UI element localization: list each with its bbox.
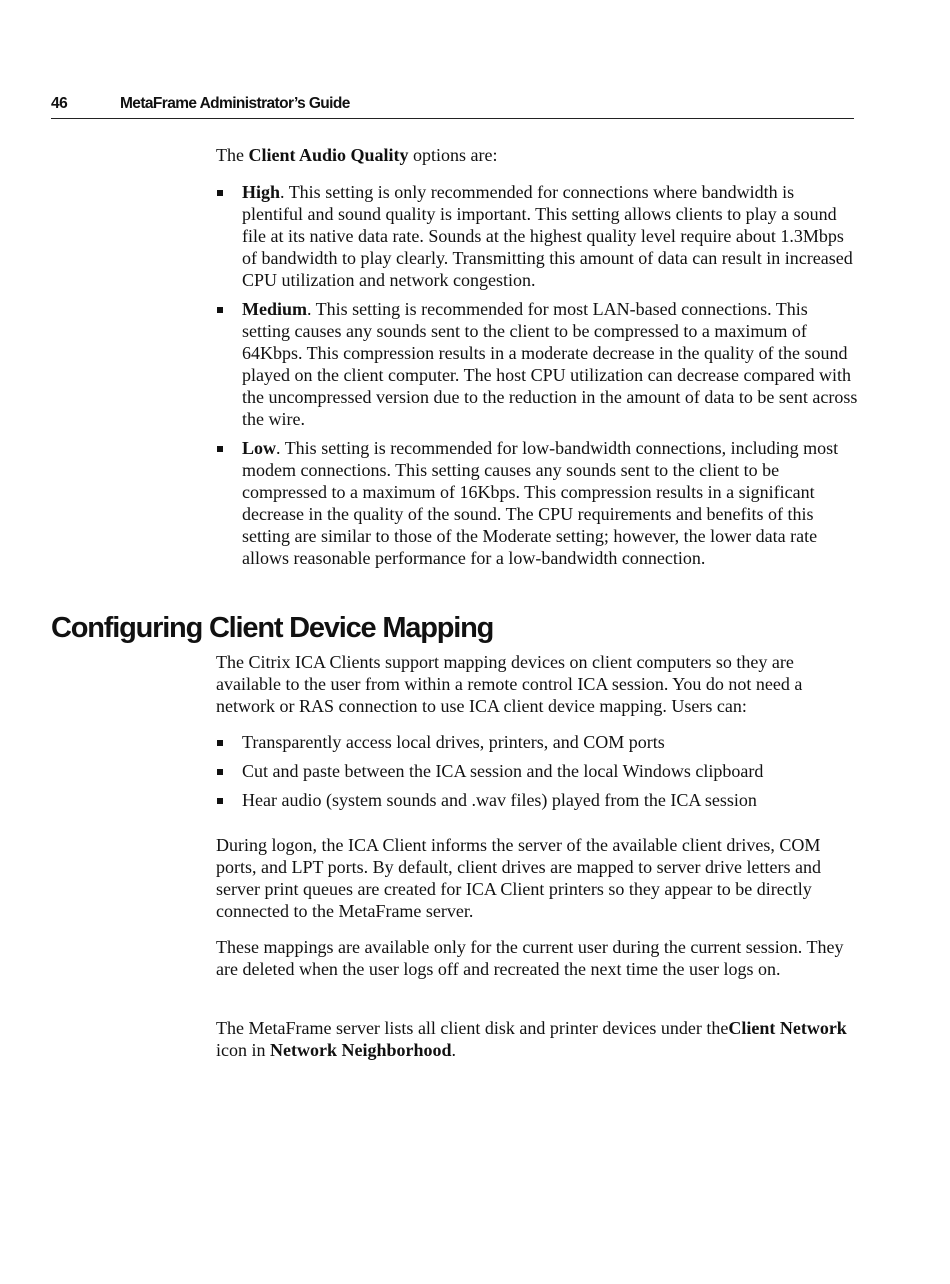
audio-option-medium: [216, 298, 858, 430]
option-term: High: [242, 182, 281, 202]
mappings-paragraph: These mappings are available only for the current user during the current session. They are deleted when the user logs off and recreated the next time the user logs on.: [216, 937, 844, 979]
guide-title: MetaFrame Administrator’s Guide: [120, 95, 350, 112]
network-neighborhood-term: Network Neighborhood: [270, 1040, 452, 1060]
final-suffix: .: [451, 1040, 457, 1060]
audio-intro-suffix: options are:: [408, 145, 498, 165]
client-network-paragraph: [216, 1017, 858, 1061]
audio-quality-list: [216, 181, 858, 569]
list-item: Transparently access local drives, printers, and COM ports: [216, 731, 858, 753]
device-mapping-intro: The Citrix ICA Clients support mapping devices on client computers so they are available to the user from within a remote control ICA session. You do not need a network or RAS connection to use ICA client device mapping. Users can:: [216, 652, 803, 716]
option-description: . This setting is only recommended for connections where bandwidth is plentiful and sound quality is important. This setting allows clients to play a sound file at its native data rate. Sounds at the highest quality level require about 1.3Mbps of bandwidth to play clearly. Transmitting this amount of data can result in increased CPU utilization and network congestion.: [242, 182, 853, 290]
client-network-term: Client Network: [728, 1018, 847, 1038]
section-heading: Configuring Client Device Mapping: [51, 612, 494, 644]
list-item: Cut and paste between the ICA session and the local Windows clipboard: [216, 760, 858, 782]
logon-paragraph: During logon, the ICA Client informs the server of the available client drives, COM ports, and LPT ports. By default, client drives are mapped to server drive letters and server print queues are created for ICA Client printers so they appear to be directly connected to the MetaFrame server.: [216, 835, 821, 921]
audio-option-high: [216, 181, 858, 291]
list-item: Hear audio (system sounds and .wav files) played from the ICA session: [216, 789, 858, 811]
audio-quality-intro: [216, 144, 858, 166]
device-abilities-list: [216, 731, 858, 811]
option-term: Low: [242, 438, 277, 458]
final-middle: icon in: [216, 1040, 270, 1060]
audio-intro-prefix: The: [216, 145, 249, 165]
audio-option-low: [216, 437, 858, 569]
page-header: [51, 94, 854, 119]
option-term: Medium: [242, 299, 307, 319]
audio-intro-term: Client Audio Quality: [248, 145, 409, 165]
option-description: . This setting is recommended for low-bandwidth connections, including most modem connections. This setting causes any sounds sent to the client to be compressed to a maximum of 16Kbps. This compression results in a significant decrease in the quality of the sound. The CPU requirements and benefits of this setting are similar to those of the Moderate setting; however, the lower data rate allows reasonable performance for a low-bandwidth connection.: [242, 438, 839, 568]
option-description: . This setting is recommended for most LAN-based connections. This setting causes any sounds sent to the client to be compressed to a maximum of 64Kbps. This compression results in a moderate decrease in the quality of the sound played on the client computer. The host CPU utilization can decrease compared with the uncompressed version due to the reduction in the amount of data to be sent across the wire.: [242, 299, 858, 429]
page-number: 46: [51, 95, 68, 112]
final-prefix: The MetaFrame server lists all client disk and printer devices under the: [216, 1018, 729, 1038]
